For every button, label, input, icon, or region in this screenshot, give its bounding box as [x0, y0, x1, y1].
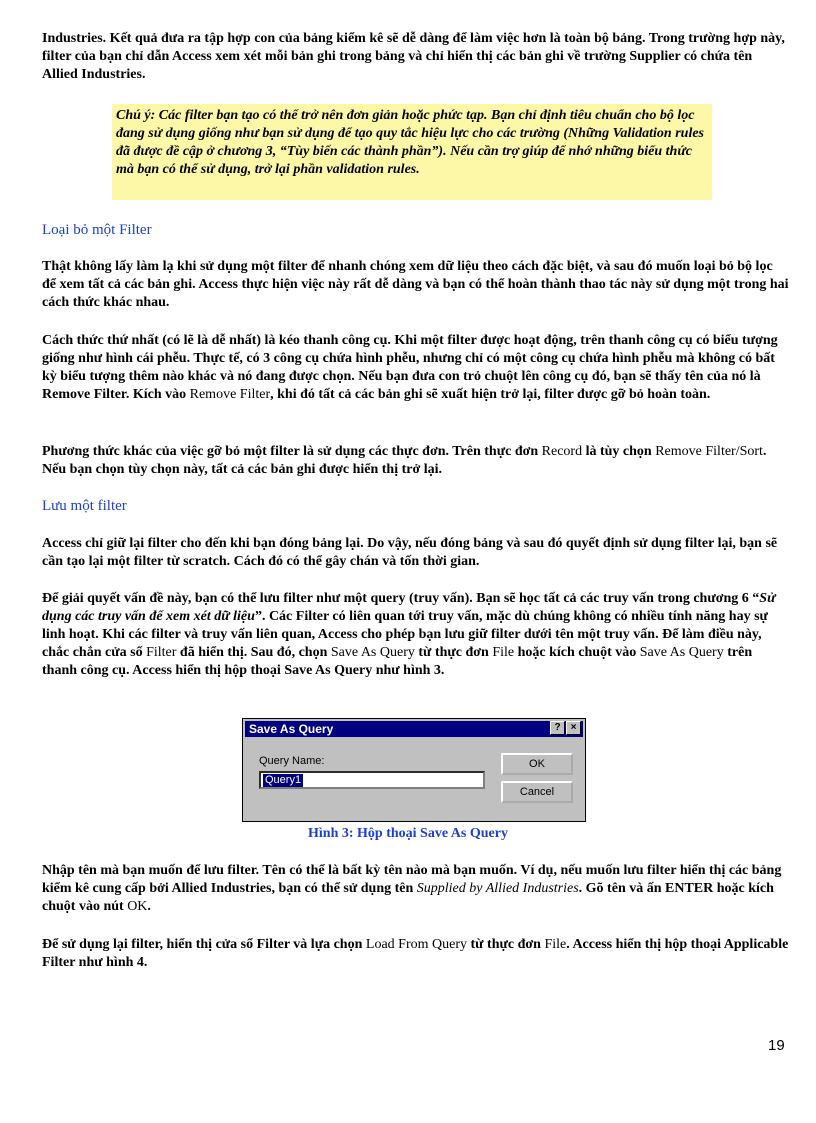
text-run: Cách thức thứ nhất (có lẽ là dễ nhất) là kéo thanh công cụ. Khi một filter được hoạt động, trên thanh công cụ có biểu tượng giống như hình cái phễu. Thực tế, có 3 công cụ chứa hình phễu, nhưng chỉ có một công cụ chứa hình phễu mà không có bất kỳ biểu tượng thêm nào khác và nó đang được chọn. Nếu bạn đưa con trỏ chuột lên công cụ đó, bạn sẽ thấy tên của nó là Remove Filter. Kích vào — [42, 333, 778, 402]
text-run: . Gõ tên và ấn ENTER hoặc kích chuột vào nút — [42, 881, 774, 914]
text-run: từ thực đơn — [418, 645, 489, 660]
text-run: từ thực đơn — [470, 937, 541, 952]
remove-paragraph-2 — [42, 332, 790, 404]
note-text: Chú ý: Các filter bạn tạo có thể trở nên đơn giản hoặc phức tạp. Bạn chỉ định tiêu chuẩn cho bộ lọc đang sử dụng giống như bạn sử dụng để tạo quy tắc hiệu lực cho các trường (Những Validation rules đã được đề cập ở chương 3, “Tùy biến các thành phần”). Nếu cần trợ giúp để nhớ những biểu thức mà bạn có thể sử dụng, trở lại phần validation rules. — [116, 108, 704, 177]
dialog-title: Save As Query — [249, 722, 334, 736]
text-run: Phương thức khác của việc gỡ bỏ một filter là sử dụng các thực đơn. Trên thực đơn — [42, 444, 539, 459]
menu-term: Save As Query — [330, 645, 415, 660]
figure-caption: Hình 3: Hộp thoại Save As Query — [308, 826, 508, 841]
button-term: OK — [127, 899, 148, 914]
text-run: hoặc kích chuột vào — [517, 645, 637, 660]
chapter-title: Sử dụng các truy vấn để xem xét dữ liệu — [42, 591, 776, 624]
menu-term: Remove Filter/Sort — [655, 444, 763, 459]
text-run: là tùy chọn — [585, 444, 652, 459]
heading-remove-filter: Loại bỏ một Filter — [42, 222, 152, 238]
text-run: . — [147, 899, 151, 914]
intro-paragraph: Industries. Kết quả đưa ra tập hợp con của bảng kiểm kê sẽ dễ dàng để làm việc hơn là toàn bộ bảng. Trong trường hợp này, filter của bạn chỉ dẫn Access xem xét mỗi bản ghi trong bảng và chỉ hiển thị các bản ghi về trường Supplier có chứa tên Allied Industries. — [42, 31, 785, 82]
query-name-value: Query1 — [265, 774, 302, 786]
menu-term: Save As Query — [639, 645, 724, 660]
text-run: Để sử dụng lại filter, hiển thị cửa sổ Filter và lựa chọn — [42, 937, 363, 952]
save-as-query-dialog — [242, 718, 586, 822]
remove-paragraph-3 — [42, 443, 790, 479]
close-button[interactable]: × — [566, 721, 581, 735]
menu-term: File — [492, 645, 515, 660]
menu-term: Filter — [146, 645, 177, 660]
text-run: Để giải quyết vấn đề này, bạn có thể lưu filter như một query (truy vấn). Bạn sẽ học tất cả các truy vấn trong chương 6 “ — [42, 591, 760, 606]
heading-save-filter: Lưu một filter — [42, 498, 127, 514]
cancel-button[interactable]: Cancel — [501, 781, 573, 803]
remove-paragraph-1: Thật không lấy làm lạ khi sử dụng một filter để nhanh chóng xem dữ liệu theo cách đặc biệt, và sau đó muốn loại bỏ bộ lọc để xem tất cả các bản ghi. Access thực hiện việc này rất dễ dàng và bạn có thể hoàn thành thao tác này sử dụng một trong hai cách thức khác nhau. — [42, 259, 789, 310]
menu-term: Record — [541, 444, 583, 459]
page-number: 19 — [768, 1037, 785, 1054]
example-name: Supplied by Allied Industries — [416, 881, 579, 896]
note-box — [112, 104, 712, 200]
after-paragraph-2 — [42, 936, 790, 972]
save-paragraph-2 — [42, 590, 790, 680]
query-name-label: Query Name: — [259, 755, 325, 767]
after-paragraph-1 — [42, 862, 790, 916]
text-run: ”. Các Filter có liên quan tới truy vấn, mặc dù chúng không có nhiều tính năng hay sự linh hoạt. Khi các filter và truy vấn liên quan, Access cho phép bạn lưu giữ filter dưới tên một truy vấn. Để làm điều này, chắc chắn cửa sổ — [42, 609, 768, 660]
text-run: , khi đó tất cả các bản ghi sẽ xuất hiện trở lại, filter được gỡ bỏ hoàn toàn. — [270, 387, 711, 402]
text-run: . Nếu bạn chọn tùy chọn này, tất cả các bản ghi được hiển thị trở lại. — [42, 444, 767, 477]
ok-button[interactable]: OK — [501, 753, 573, 775]
menu-term: Remove Filter — [189, 387, 271, 402]
text-run: trên thanh công cụ. Access hiển thị hộp thoại Save As Query như hình 3. — [42, 645, 753, 678]
text-run: đã hiển thị. Sau đó, chọn — [179, 645, 328, 660]
menu-term: File — [544, 937, 567, 952]
menu-term: Load From Query — [365, 937, 467, 952]
dialog-title-bar — [245, 721, 583, 737]
text-run: . Access hiển thị hộp thoại Applicable Filter như hình 4. — [42, 937, 789, 970]
text-run: Nhập tên mà bạn muốn để lưu filter. Tên có thể là bất kỳ tên nào mà bạn muốn. Ví dụ, nếu muốn lưu filter hiển thị các bảng kiểm kê cung cấp bởi Allied Industries, bạn có thể sử dụng tên — [42, 863, 782, 896]
save-paragraph-1: Access chỉ giữ lại filter cho đến khi bạn đóng bảng lại. Do vậy, nếu đóng bảng và sau đó quyết định sử dụng filter lại, bạn sẽ cần tạo lại một filter từ scratch. Cách đó có thể gây chán và tốn thời gian. — [42, 536, 778, 569]
help-button[interactable]: ? — [550, 721, 565, 735]
query-name-input[interactable] — [259, 771, 485, 789]
